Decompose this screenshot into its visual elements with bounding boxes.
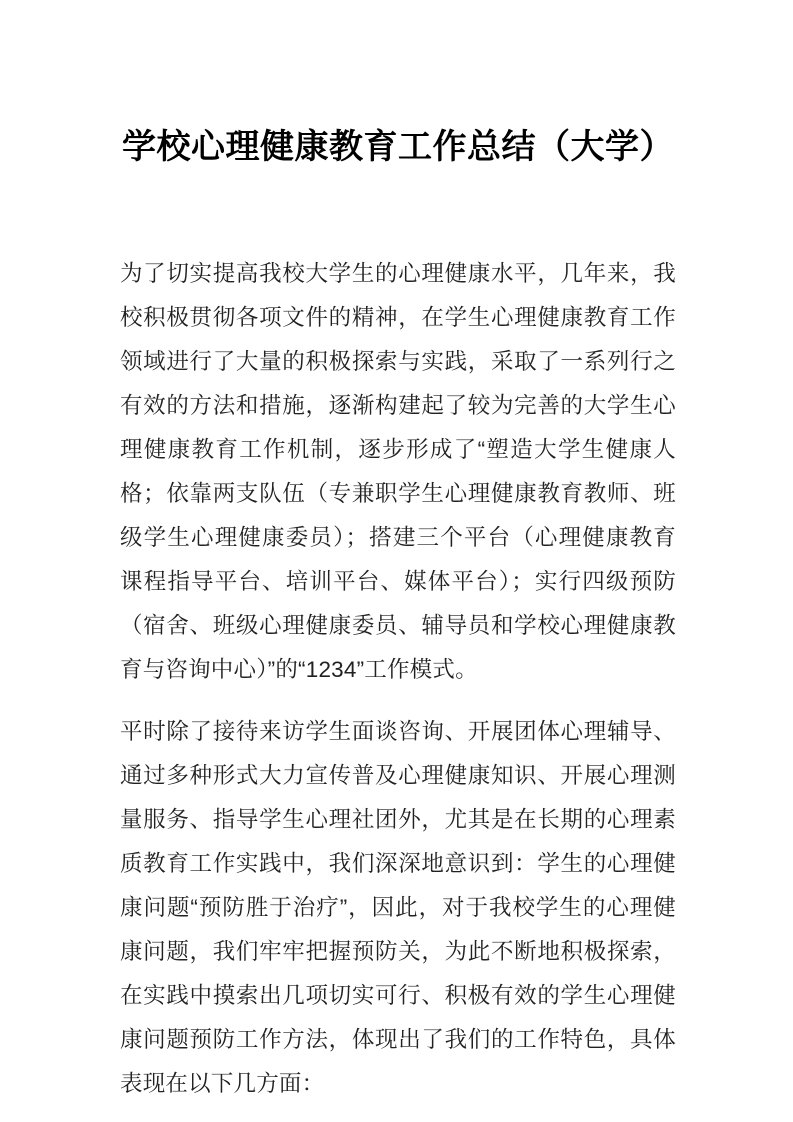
paragraph-2: 平时除了接待来访学生面谈咨询、开展团体心理辅导、通过多种形式大力宣传普及心理健康知识、开展心理测量服务、指导学生心理社团外，尤其是在长期的心理素质教育工作实践中，我们深深地意识到：学生的心理健康问题“预防胜于治疗”，因此，对于我校学生的心理健康问题，我们牢牢把握预防关，为此不断地积极探索，在实践中摸索出几项切实可行、积极有效的学生心理健康问题预防工作方法，体现出了我们的工作特色，具体表现在以下几方面： [120,719,676,1096]
document-body [120,252,676,1106]
paragraph-1: 为了切实提高我校大学生的心理健康水平，几年来，我校积极贯彻各项文件的精神，在学生心理健康教育工作领域进行了大量的积极探索与实践，采取了一系列行之有效的方法和措施，逐渐构建起了较为完善的大学生心理健康教育工作机制，逐步形成了“塑造大学生健康人格；依靠两支队伍（专兼职学生心理健康教育教师、班级学生心理健康委员）；搭建三个平台（心理健康教育课程指导平台、培训平台、媒体平台）；实行四级预防（宿舍、班级心理健康委员、辅导员和学校心理健康教育与咨询中心）”的“1234”工作模式。 [120,261,676,682]
document-title: 学校心理健康教育工作总结（大学） [122,128,674,166]
